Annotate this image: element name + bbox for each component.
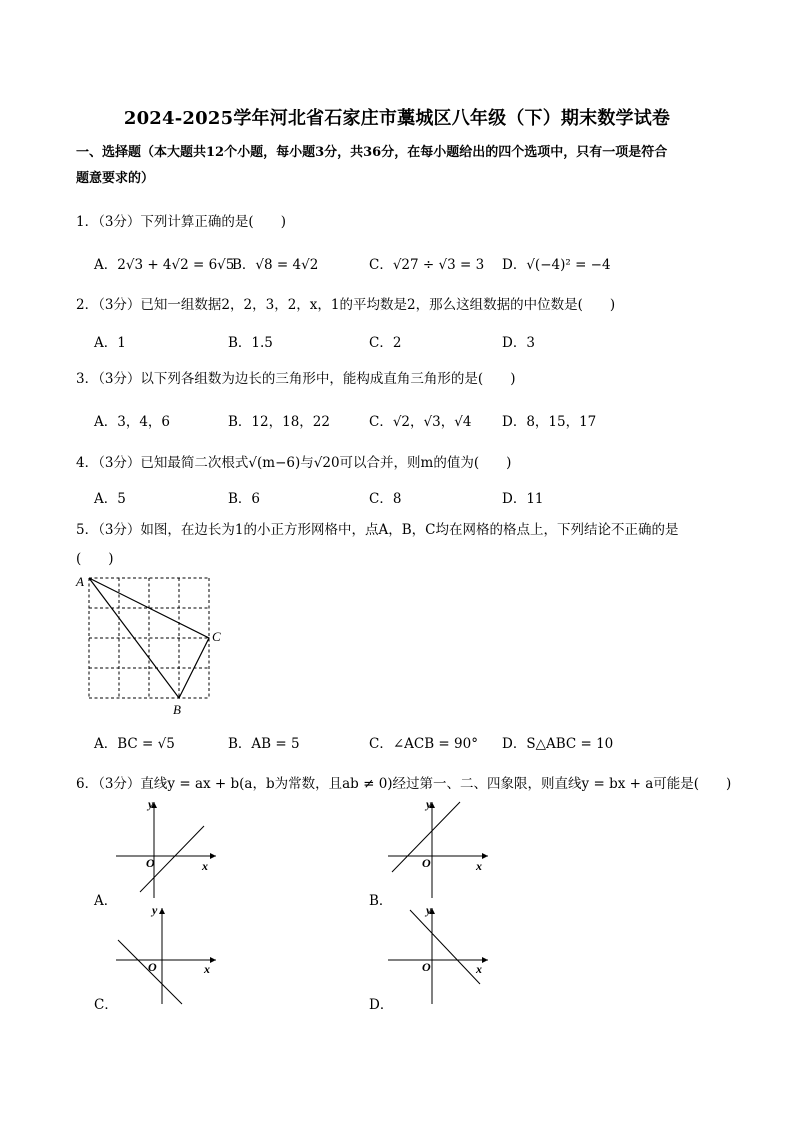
graph-b: [384, 796, 494, 900]
graph-b-origin: O: [422, 856, 431, 870]
label-a: A: [76, 574, 84, 589]
question-6-option-a[interactable]: A．: [94, 893, 118, 909]
graph-a-origin: O: [146, 856, 155, 870]
question-2-option-a[interactable]: A．1: [94, 335, 126, 351]
question-2-option-c[interactable]: C．2: [369, 335, 402, 351]
question-3-option-c[interactable]: C．√2，√3，√4: [369, 414, 472, 430]
question-5-stem-paren: ( ): [76, 551, 114, 567]
question-3-option-b[interactable]: B．12，18，22: [228, 414, 330, 430]
question-5-option-d[interactable]: D．S△ABC = 10: [502, 736, 614, 752]
question-4-option-d[interactable]: D．11: [502, 491, 544, 507]
graph-c-x-label: x: [204, 962, 210, 976]
question-4-option-c[interactable]: C．8: [369, 491, 402, 507]
dashed-grid: [89, 578, 209, 698]
question-3-stem: 3．（3分）以下列各组数为边长的三角形中，能构成直角三角形的是( ): [76, 371, 516, 387]
question-6-option-d[interactable]: D．: [369, 997, 394, 1013]
graph-a: [112, 796, 222, 900]
section-heading-line2: 题意要求的）: [76, 171, 155, 186]
graph-c-origin: O: [148, 960, 157, 974]
question-2-stem: 2．（3分）已知一组数据2，2，3，2，x，1的平均数是2，那么这组数据的中位数是( ): [76, 297, 616, 313]
question-2-option-d[interactable]: D．3: [502, 335, 535, 351]
question-1-option-d[interactable]: D．√(−4)² = −4: [502, 257, 611, 273]
page-title: 2024-2025学年河北省石家庄市藁城区八年级（下）期末数学试卷: [123, 108, 671, 129]
question-1-stem: 1．（3分）下列计算正确的是( ): [76, 214, 286, 230]
label-c: C: [212, 629, 221, 644]
question-6-stem: 6．（3分）直线y = ax + b(a，b为常数，且ab ≠ 0)经过第一、二、四象限，则直线y = bx + a可能是( ): [76, 776, 732, 792]
graph-a-x-label: x: [202, 859, 208, 873]
question-5-stem: 5．（3分）如图，在边长为1的小正方形网格中，点A，B，C均在网格的格点上，下列结论不正确的是: [76, 522, 679, 538]
graph-c: [112, 902, 222, 1006]
grid-triangle-figure: [70, 568, 230, 718]
question-1-option-c[interactable]: C．√27 ÷ √3 = 3: [369, 257, 485, 273]
question-4-stem: 4．（3分）已知最简二次根式√(m−6)与√20可以合并，则m的值为( ): [76, 455, 512, 471]
question-1-option-b[interactable]: B．√8 = 4√2: [232, 257, 319, 273]
question-1-option-a[interactable]: A．2√3 + 4√2 = 6√5: [94, 257, 235, 273]
question-4-option-b[interactable]: B．6: [228, 491, 261, 507]
question-4-option-a[interactable]: A．5: [94, 491, 126, 507]
graph-d-origin: O: [422, 960, 431, 974]
label-b: B: [173, 702, 181, 717]
graph-c-y-label: y: [152, 903, 158, 917]
question-3-option-d[interactable]: D．8，15，17: [502, 414, 597, 430]
graph-d: [384, 902, 494, 1006]
question-3-option-a[interactable]: A．3，4，6: [94, 414, 171, 430]
graph-b-y-label: y: [426, 797, 432, 811]
question-5-option-a[interactable]: A．BC = √5: [94, 736, 175, 752]
graph-b-x-label: x: [476, 859, 482, 873]
question-6-option-b[interactable]: B．: [369, 893, 393, 909]
section-heading-line1: 一、选择题（本大题共12个小题，每小题3分，共36分，在每小题给出的四个选项中，只有一项是符合: [76, 145, 668, 160]
question-6-option-c[interactable]: C．: [94, 997, 118, 1013]
graph-d-x-label: x: [476, 962, 482, 976]
question-5-option-c[interactable]: C．∠ACB = 90°: [369, 736, 478, 752]
graph-a-y-label: y: [148, 797, 154, 811]
question-2-option-b[interactable]: B．1.5: [228, 335, 273, 351]
graph-d-y-label: y: [426, 903, 432, 917]
section-heading: [76, 140, 726, 192]
question-5-option-b[interactable]: B．AB = 5: [228, 736, 300, 752]
